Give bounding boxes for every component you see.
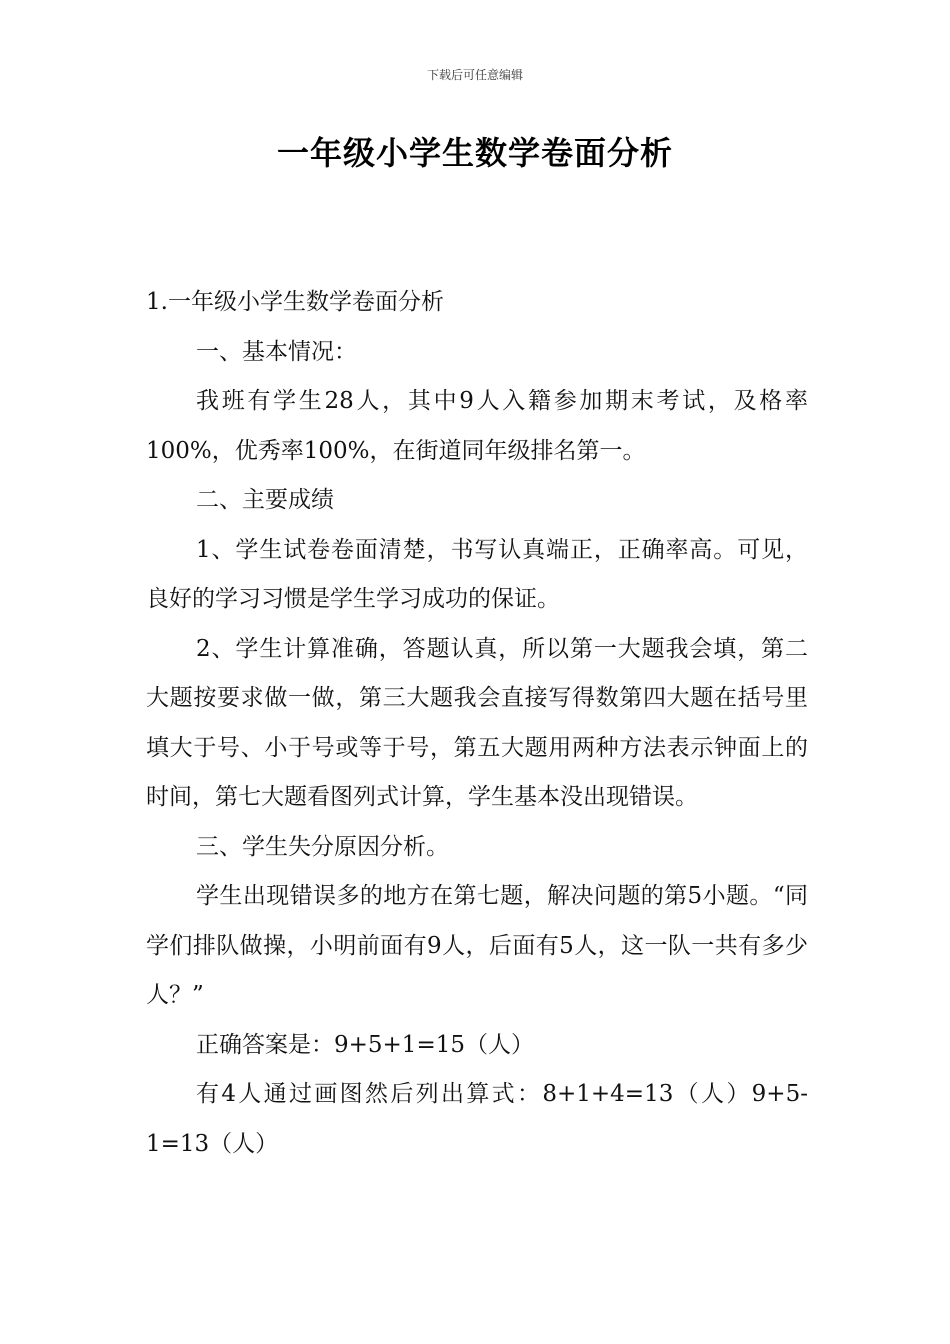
paragraph: 二、主要成绩 bbox=[196, 487, 334, 513]
document-title: 一年级小学生数学卷面分析 bbox=[276, 134, 673, 172]
paragraph: 一、基本情况： bbox=[196, 338, 357, 365]
paragraph: 正确答案是：9+5+1=15（人） bbox=[196, 1031, 534, 1058]
header-note: 下载后可任意编辑 bbox=[426, 68, 523, 82]
paragraph: 三、学生失分原因分析。 bbox=[196, 833, 449, 860]
paragraph: 我班有学生28人，其中9人入籍参加期末考试，及格率100%，优秀率100%，在街道同年级排名第一。 bbox=[146, 388, 808, 464]
document-body bbox=[146, 278, 808, 1169]
paragraph: 1.一年级小学生数学卷面分析 bbox=[146, 289, 444, 315]
paragraph: 2、学生计算准确，答题认真，所以第一大题我会填，第二大题按要求做一做，第三大题我会直接写得数第四大题在括号里填大于号、小于号或等于号，第五大题用两种方法表示钟面上的时间，第七大题看图列式计算，学生基本没出现错误。 bbox=[146, 635, 808, 810]
paragraph: 有4人通过画图然后列出算式：8+1+4=13（人）9+5-1=13（人） bbox=[146, 1081, 808, 1157]
paragraph: 1、学生试卷卷面清楚，书写认真端正，正确率高。可见，良好的学习习惯是学生学习成功的保证。 bbox=[146, 536, 808, 612]
paragraph: 学生出现错误多的地方在第七题，解决问题的第5小题。“同学们排队做操，小明前面有9人，后面有5人，这一队一共有多少人？” bbox=[146, 883, 808, 1008]
